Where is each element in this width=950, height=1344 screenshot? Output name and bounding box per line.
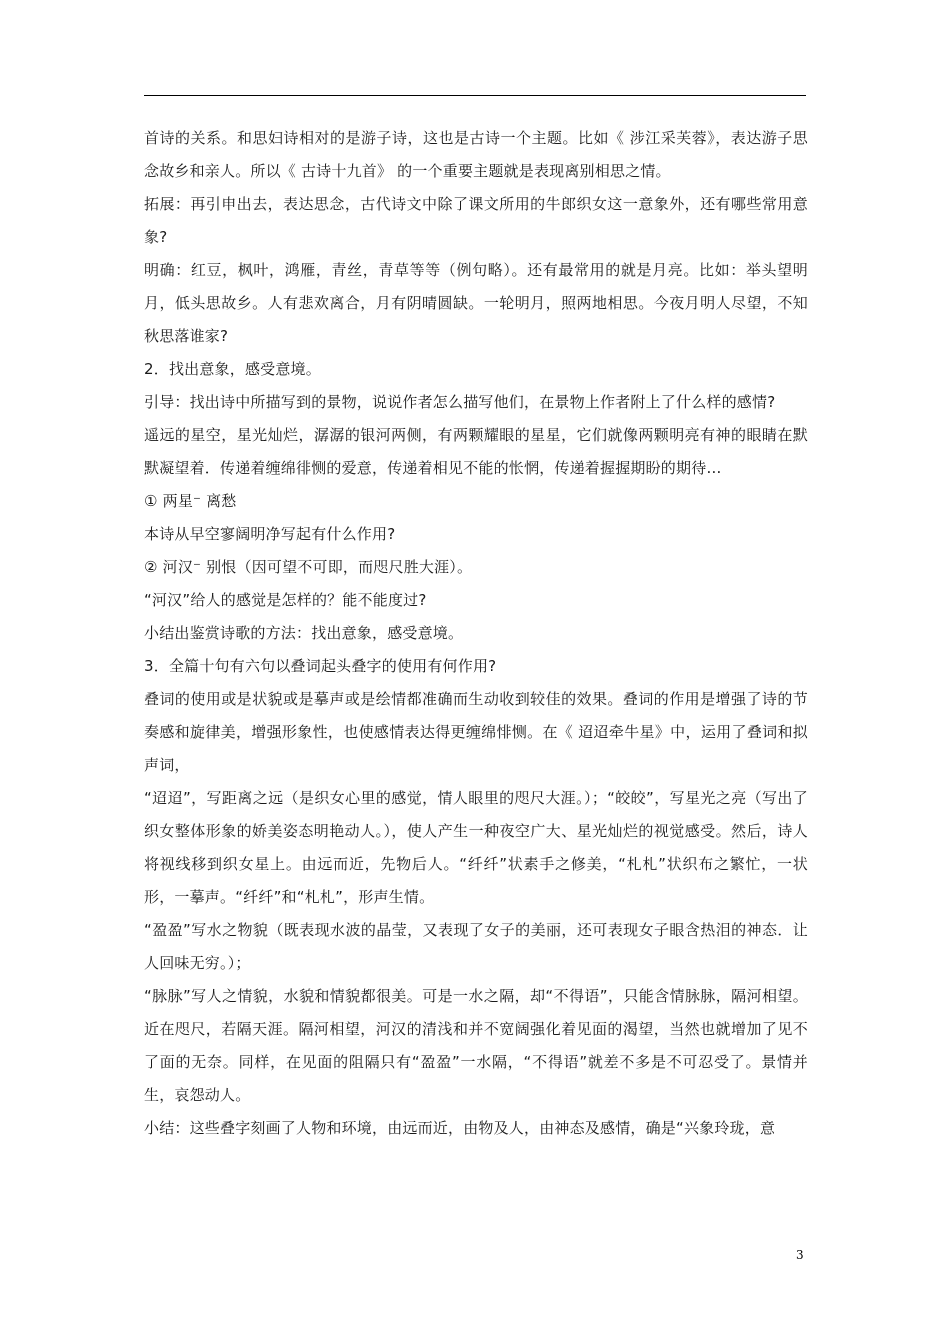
paragraph: 本诗从早空寥阔明净写起有什么作用? — [144, 525, 396, 543]
paragraph: 小结出鉴赏诗歌的方法：找出意象，感受意境。 — [144, 624, 464, 642]
paragraph: 遥远的星空，星光灿烂，潺潺的银河两侧，有两颗耀眼的星星，它们就像两颗明亮有神的眼睛在默默凝望着．传递着缠绵徘恻的爱意，传递着相见不能的怅惘，传递着握握期盼的期待… — [144, 426, 808, 477]
paragraph: “脉脉”写人之情貌，水貌和情貌都很美。可是一水之隔，却“不得语”，只能含情脉脉，隔河相望。近在咫尺，若隔天涯。隔河相望，河汉的清浅和并不宽阔强化着见面的渴望，当然也就增加了见不了面的无奈。同样，在见面的阻隔只有“盈盈”一水隔，“不得语”就差不多是不可忍受了。景情并生，哀怨动人。 — [144, 987, 808, 1104]
paragraph: 叠词的使用或是状貌或是摹声或是绘情都准确而生动收到较佳的效果。叠词的作用是增强了诗的节奏感和旋律美，增强形象性，也使感情表达得更缠绵悱恻。在《 迢迢牵牛星》中，运用了叠词和拟声词， — [144, 690, 808, 774]
paragraph: 明确：红豆，枫叶，鸿雁，青丝，青草等等（例句略）。还有最常用的就是月亮。比如：举头望明月，低头思故乡。人有悲欢离合，月有阴晴圆缺。一轮明月，照两地相思。今夜月明人尽望，不知秋思落谁家? — [144, 261, 808, 345]
header-rule — [144, 95, 806, 96]
paragraph: 引导：找出诗中所描写到的景物，说说作者怎么描写他们，在景物上作者附上了什么样的感情? — [144, 393, 776, 411]
paragraph: 3．全篇十句有六句以叠词起头叠字的使用有何作用? — [144, 657, 497, 675]
paragraph: “河汉”给人的感觉是怎样的？能不能度过? — [144, 591, 427, 609]
page-number: 3 — [796, 1248, 804, 1262]
paragraph: 拓展：再引申出去，表达思念，古代诗文中除了课文所用的牛郎织女这一意象外，还有哪些常用意象? — [144, 195, 808, 246]
paragraph: ② 河汉⁻ 别恨（因可望不可即，而咫尺胜大涯）。 — [144, 558, 473, 576]
paragraph: 小结：这些叠字刻画了人物和环境，由远而近，由物及人，由神态及感情，确是“兴象玲珑，意 — [144, 1119, 776, 1137]
paragraph: ① 两星⁻ 离愁 — [144, 492, 237, 510]
paragraph: “迢迢”，写距离之远（是织女心里的感觉，情人眼里的咫尺大涯。）；“皎皎”，写星光之亮（写出了织女整体形象的娇美姿态明艳动人。），使人产生一种夜空广大、星光灿烂的视觉感受。然后，诗人将视线移到织女星上。由远而近，先物后人。“纤纤”状素手之修美，“札札”状织布之繁忙，一状形，一摹声。“纤纤”和“札札”，形声生情。 — [144, 789, 808, 906]
paragraph: 首诗的关系。和思妇诗相对的是游子诗，这也是古诗一个主题。比如《 涉江采芙蓉》，表达游子思念故乡和亲人。所以《 古诗十九首》 的一个重要主题就是表现离别相思之情。 — [144, 129, 808, 180]
paragraph: 2．找出意象，感受意境。 — [144, 360, 321, 378]
paragraph: “盈盈”写水之物貌（既表现水波的晶莹，又表现了女子的美丽，还可表现女子眼含热泪的神态．让人回味无穷。）； — [144, 921, 808, 972]
document-body — [144, 122, 808, 1145]
